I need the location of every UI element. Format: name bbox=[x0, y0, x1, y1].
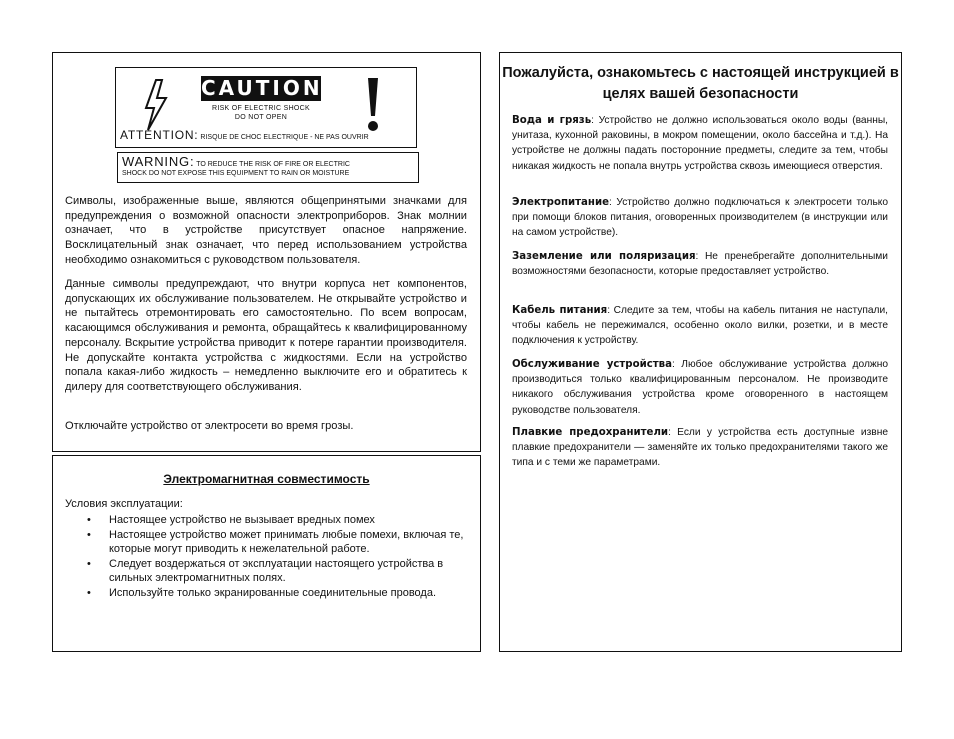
warning-word: WARNING: bbox=[122, 154, 195, 169]
bullet-icon: • bbox=[87, 586, 91, 599]
safety-term: Вода и грязь bbox=[512, 115, 592, 126]
warning-text-1: TO REDUCE THE RISK OF FIRE OR ELECTRIC bbox=[196, 161, 350, 168]
safety-term: Кабель питания bbox=[512, 305, 608, 316]
exclamation-icon bbox=[366, 76, 380, 136]
shock-warning-line-1: RISK OF ELECTRIC SHOCK bbox=[211, 105, 310, 112]
warning-text-2: SHOCK DO NOT EXPOSE THIS EQUIPMENT TO RAIN OR MOISTURE bbox=[122, 170, 350, 177]
emc-list-item bbox=[65, 586, 470, 601]
caution-banner: CAUTION bbox=[201, 76, 323, 100]
safety-text: : Не пренебрегайте дополнительными возможностями безопасности, которые предоставляет устройство. bbox=[512, 251, 888, 278]
attention-line bbox=[120, 128, 416, 142]
safety-term: Плавкие предохранители bbox=[512, 427, 669, 438]
safety-section-power-cable bbox=[512, 303, 888, 349]
safety-text: : Следите за тем, чтобы на кабель питания не наступали, чтобы кабель не пережимался, особенно около вилки, розетки, и в месте подключения к устройству. bbox=[512, 305, 888, 347]
safety-section-water bbox=[512, 113, 888, 174]
symbols-explanation: Символы, изображенные выше, являются общепринятыми значками для предупреждения о возможной опасности электроприборов. Знак молнии означает, что в устройстве присутствует опасное напряжение. Восклицательный знак означает, что перед использованием устройства необходимо ознакомиться с руководством пользователя. bbox=[65, 195, 467, 266]
symbols-panel bbox=[52, 52, 481, 452]
emc-item-text: Используйте только экранированные соединительные провода. bbox=[109, 586, 437, 599]
emc-intro: Условия эксплуатации: bbox=[65, 498, 183, 510]
safety-section-power bbox=[512, 195, 888, 241]
safety-text: : Если у устройства есть доступные извне плавкие предохранители — заменяйте их только предохранителями такого же типа и с теми же параметрами. bbox=[512, 427, 888, 469]
safety-text: : Устройство не должно использоваться около воды (ванны, унитаза, кухонной раковины, в мокром помещении, около бассейна и т.д.). На устройстве не должны падать посторонние предметы, следите за тем, чтобы никакая жидкость не попала внутрь устройства сквозь имеющиеся отверстия. bbox=[512, 115, 888, 172]
emc-list-item bbox=[65, 557, 470, 586]
emc-item-text: Настоящее устройство может принимать любые помехи, включая те, которые могут приводить к нежелательной работе. bbox=[109, 528, 464, 555]
warning-box bbox=[117, 152, 419, 183]
safety-section-fuses bbox=[512, 425, 888, 471]
bullet-icon: • bbox=[87, 557, 91, 570]
emc-title: Электромагнитная совместимость bbox=[163, 472, 370, 486]
thunderstorm-warning: Отключайте устройство от электросети во время грозы. bbox=[65, 420, 354, 432]
emc-list-item bbox=[65, 528, 470, 557]
safety-section-grounding bbox=[512, 249, 888, 279]
caution-label bbox=[115, 67, 417, 179]
attention-word: ATTENTION: bbox=[120, 128, 199, 142]
emc-item-text: Следует воздержаться от эксплуатации настоящего устройства в сильных электромагнитных полях. bbox=[109, 557, 444, 584]
lightning-bolt-icon bbox=[142, 78, 170, 132]
caution-top-box bbox=[115, 67, 417, 148]
safety-title: Пожалуйста, ознакомьтесь с настоящей инструкцией в целях вашей безопасности bbox=[502, 65, 899, 102]
safety-text: : Любое обслуживание устройства должно производиться только квалифицированным персоналом. Не производите никакого обслуживания устройства кроме оговоренного в настоящем руководстве пользователя. bbox=[512, 359, 888, 416]
shock-warning-line-2: DO NOT OPEN bbox=[234, 114, 288, 121]
bullet-icon: • bbox=[87, 514, 91, 526]
emc-item-text: Настоящее устройство не вызывает вредных помех bbox=[109, 514, 375, 526]
safety-term: Обслуживание устройства bbox=[512, 359, 673, 370]
safety-text: : Устройство должно подключаться к электросети только при помощи блоков питания, оговоренных производителем (в инструкции или на самом устройстве). bbox=[512, 197, 888, 239]
safety-section-service bbox=[512, 357, 888, 418]
no-serviceable-parts-text: Данные символы предупреждают, что внутри корпуса нет компонентов, допускающих их обслуживание пользователем. Не открывайте устройство и не пытайтесь отремонтировать его самостоятельно. По всем вопросам, касающимся обслуживания и ремонта, обращайтесь к квалифицированному персоналу. Вскрытие устройства приводит к потере гарантии производителя. Не допускайте контакта устройства с жидкостями. Если на устройство попала какая-либо жидкость – немедленно выключите его и обратитесь к дилеру для соответствующего обслуживания. bbox=[65, 278, 467, 393]
emc-panel bbox=[52, 455, 481, 652]
safety-term: Электропитание bbox=[512, 197, 610, 208]
safety-panel bbox=[499, 52, 902, 652]
warning-line-1 bbox=[122, 154, 350, 169]
emc-list bbox=[65, 513, 470, 600]
attention-text: RISQUE DE CHOC ELECTRIQUE - NE PAS OUVRIR bbox=[200, 134, 369, 141]
emc-list-item bbox=[65, 513, 470, 528]
safety-term: Заземление или поляризация bbox=[512, 251, 696, 262]
bullet-icon: • bbox=[87, 528, 91, 541]
